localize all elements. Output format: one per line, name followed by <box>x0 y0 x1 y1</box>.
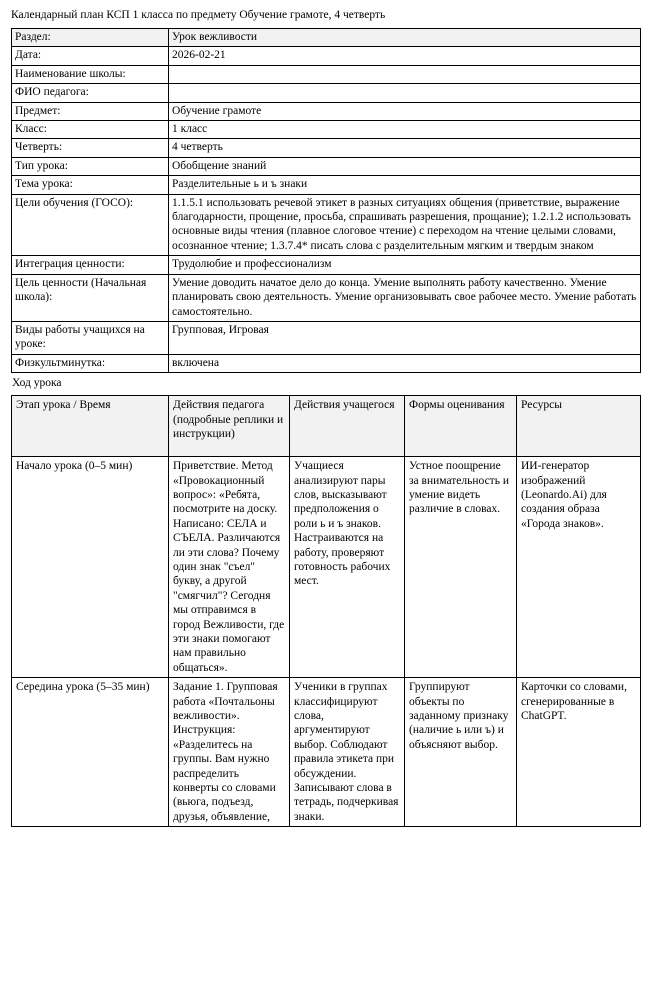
info-value-cell <box>169 84 641 102</box>
info-value-cell: 4 четверть <box>169 139 641 157</box>
info-value-cell: 2026-02-21 <box>169 47 641 65</box>
section-label-lesson-flow: Ход урока <box>12 377 62 390</box>
info-label-cell: Цель ценности (Начальная школа): <box>12 274 169 321</box>
lesson-flow-body <box>12 457 641 827</box>
info-label-cell: Предмет: <box>12 102 169 120</box>
info-label-cell: Тип урока: <box>12 157 169 175</box>
teacher-actions-cell: Задание 1. Групповая работа «Почтальоны вежливости». Инструкция: «Разделитесь на группы. Вам нужно распределить конверты со словами (вьюга, подъезд, друзья, объявление, <box>169 678 290 827</box>
info-label-cell: Наименование школы: <box>12 65 169 83</box>
info-value-cell: Умение доводить начатое дело до конца. Умение выполнять работу качественно. Умение планировать свою деятельность. Умение организовывать свое рабочее место. Умение работать самостоятельно. <box>169 274 641 321</box>
info-label-cell: Раздел: <box>12 29 169 47</box>
info-label-cell: Тема урока: <box>12 176 169 194</box>
info-label-cell: Класс: <box>12 121 169 139</box>
table-row <box>12 354 641 372</box>
table-row <box>12 457 641 678</box>
teacher-actions-cell: Приветствие. Метод «Провокационный вопрос»: «Ребята, посмотрите на доску. Написано: СЕЛА и СЪЕЛА. Различаются ли эти слова? Почему один знак "съел" букву, а другой "смягчил"? Сегодня мы отправимся в город Вежливости, где эти знаки помогают нам правильно общаться». <box>169 457 290 678</box>
info-value-cell: Урок вежливости <box>169 29 641 47</box>
table-row <box>12 29 641 47</box>
page-title: Календарный план КСП 1 класса по предмету Обучение грамоте, 4 четверть <box>11 9 386 21</box>
info-value-cell: 1 класс <box>169 121 641 139</box>
assessment-cell: Устное поощрение за внимательность и умение видеть различие в словах. <box>405 457 517 678</box>
info-label-cell: Цели обучения (ГОСО): <box>12 194 169 256</box>
column-header: Этап урока / Время <box>12 396 169 457</box>
stage-cell: Начало урока (0–5 мин) <box>12 457 169 678</box>
student-actions-cell: Ученики в группах классифицируют слова, аргументируют выбор. Соблюдают правила этикета при обсуждении. Записывают слова в тетрадь, подчеркивая знаки. <box>290 678 405 827</box>
info-value-cell: Разделительные ь и ъ знаки <box>169 176 641 194</box>
table-row <box>12 678 641 827</box>
info-value-cell: Обобщение знаний <box>169 157 641 175</box>
table-row <box>12 194 641 256</box>
assessment-cell: Группируют объекты по заданному признаку (наличие ь или ъ) и объясняют выбор. <box>405 678 517 827</box>
table-row <box>12 121 641 139</box>
lesson-flow-head <box>12 396 641 457</box>
table-row <box>12 176 641 194</box>
resources-cell: Карточки со словами, сгенерированные в ChatGPT. <box>517 678 641 827</box>
lesson-flow-table <box>11 395 641 827</box>
student-actions-cell: Учащиеся анализируют пары слов, высказывают предположения о роли ь и ъ знаков. Настраиваются на работу, проверяют готовность рабочих мест. <box>290 457 405 678</box>
lesson-info-table <box>11 28 641 373</box>
column-header: Действия педагога (подробные реплики и инструкции) <box>169 396 290 457</box>
column-header: Действия учащегося <box>290 396 405 457</box>
info-label-cell: Виды работы учащихся на уроке: <box>12 321 169 354</box>
info-label-cell: Физкультминутка: <box>12 354 169 372</box>
table-row <box>12 84 641 102</box>
table-row <box>12 65 641 83</box>
info-label-cell: Интеграция ценности: <box>12 256 169 274</box>
info-label-cell: ФИО педагога: <box>12 84 169 102</box>
info-value-cell: 1.1.5.1 использовать речевой этикет в разных ситуациях общения (приветствие, выражение благодарности, прощение, просьба, спрашивать разрешения, прощание); 1.2.1.2 использовать основные виды чтения (плавное слоговое чтение) с переходом на чтение целыми словами, осознанное чтение; 1.3.7.4* писать слова с разделительным мягким и твердым знаком <box>169 194 641 256</box>
table-row <box>12 47 641 65</box>
info-label-cell: Дата: <box>12 47 169 65</box>
column-header: Формы оценивания <box>405 396 517 457</box>
table-row <box>12 102 641 120</box>
info-value-cell: Групповая, Игровая <box>169 321 641 354</box>
info-value-cell: Трудолюбие и профессионализм <box>169 256 641 274</box>
table-row <box>12 256 641 274</box>
stage-cell: Середина урока (5–35 мин) <box>12 678 169 827</box>
column-header: Ресурсы <box>517 396 641 457</box>
table-header-row <box>12 396 641 457</box>
info-value-cell <box>169 65 641 83</box>
info-value-cell: включена <box>169 354 641 372</box>
resources-cell: ИИ-генератор изображений (Leonardo.Ai) для создания образа «Города знаков». <box>517 457 641 678</box>
lesson-info-body <box>12 29 641 373</box>
table-row <box>12 274 641 321</box>
info-value-cell: Обучение грамоте <box>169 102 641 120</box>
table-row <box>12 157 641 175</box>
table-row <box>12 321 641 354</box>
info-label-cell: Четверть: <box>12 139 169 157</box>
table-row <box>12 139 641 157</box>
